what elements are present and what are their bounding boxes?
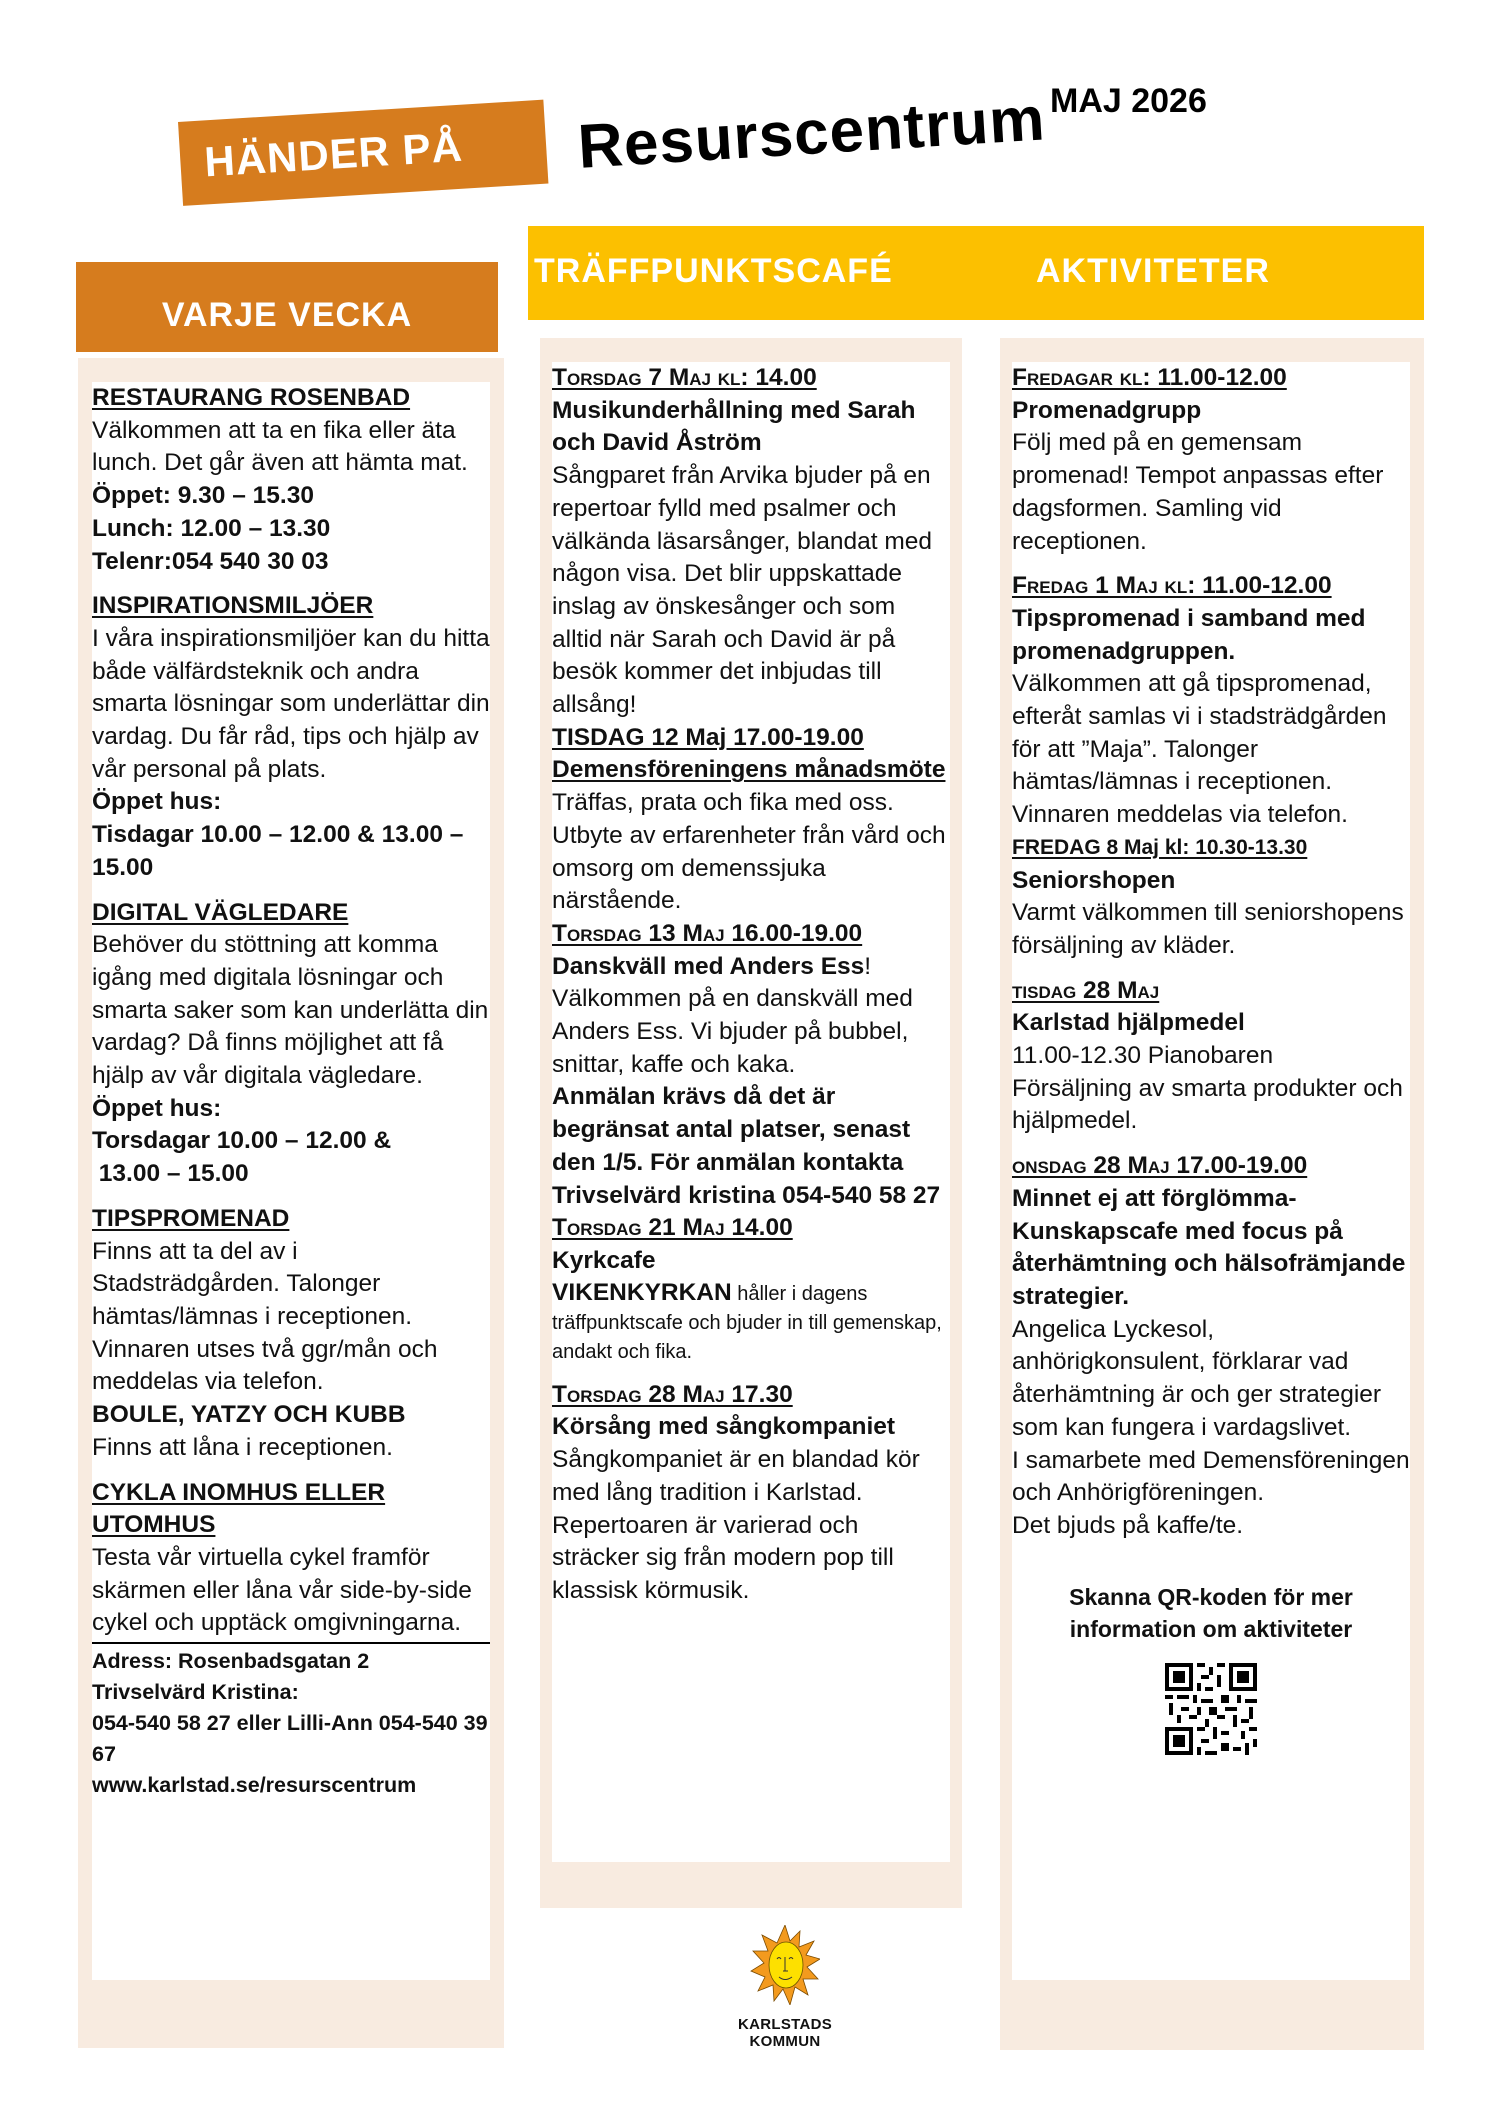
event-text: Träffas, prata och fika med oss. (552, 789, 894, 817)
event-text: Försäljning av smarta produkter och hjälpmedel. (1012, 1074, 1403, 1135)
event-date: Torsdag 21 Maj 14.00 (552, 1214, 793, 1242)
event-title: Demensföreningens månadsmöte (552, 756, 946, 784)
cykla-title: CYKLA INOMHUS ELLER UTOMHUS (92, 1478, 386, 1539)
event-text: Angelica Lyckesol, anhörigkonsulent, förklarar vad återhämtning är och ger strategier som kan fungera i vardagslivet. (1012, 1315, 1382, 1441)
event-date: Fredag 1 Maj kl: 11.00-12.00 (1012, 572, 1332, 600)
inspiration-text: I våra inspirationsmiljöer kan du hitta både välfärdsteknik och andra smarta lösningar som underlättar din vardag. Du får råd, tips och hjälp av vår personal på plats. (92, 624, 490, 783)
karlstad-logo (710, 1925, 860, 2050)
event-date: Fredagar kl: 11.00-12.00 (1012, 364, 1287, 391)
activity-event (1012, 975, 1410, 1139)
event-date: Torsdag 13 Maj 16.00-19.00 (552, 919, 863, 947)
activity-event (1012, 1150, 1410, 1542)
contact-host: Trivselvärd Kristina: (92, 1680, 299, 1705)
weekly-content (92, 382, 490, 1980)
event-text: håller i dagens träffpunktscafe och bjuder in till gemenskap, andakt och fika. (552, 1282, 942, 1363)
inspiration-title: INSPIRATIONSMILJÖER (92, 592, 374, 620)
cafe-event (552, 1379, 950, 1608)
event-text: Följ med på en gemensam promenad! Tempot anpassas efter dagsformen. Samling vid receptionen. (1012, 429, 1384, 555)
boule-text: Finns att låna i receptionen. (92, 1433, 393, 1461)
activities-content (1012, 362, 1410, 1980)
cafe-content (552, 362, 950, 1862)
event-title: Musikunderhållning med Sarah och David Åström (552, 396, 916, 457)
event-text: Välkommen på en danskväll med Anders Ess. Vi bjuder på bubbel, snittar, kaffe och kaka. (552, 985, 913, 1078)
event-title: Danskväll med Anders Ess (552, 952, 865, 980)
event-text: 11.00-12.30 Pianobaren (1012, 1042, 1274, 1070)
event-date: TISDAG 12 Maj 17.00-19.00 (552, 723, 864, 751)
event-date: FREDAG 8 Maj kl: 10.30-13.30 (1012, 835, 1308, 859)
restaurang-phone: Telenr:054 540 30 03 (92, 547, 329, 575)
digital-open-hours-1: Torsdagar 10.00 – 12.00 & (92, 1127, 392, 1155)
event-title: Minnet ej att förglömma- Kunskapscafe med focus på återhämtning och hälsofrämjande strategier. (1012, 1184, 1406, 1310)
weekly-panel (78, 358, 504, 2048)
event-title: Kyrkcafe (552, 1246, 656, 1274)
kicker-text: HÄNDER PÅ (203, 122, 465, 186)
activity-event (1012, 832, 1410, 963)
event-title-suffix: ! (864, 952, 872, 980)
event-text: Varmt välkommen till seniorshopens försäljning av kläder. (1012, 899, 1404, 959)
page-title: Resurscentrum (576, 84, 1048, 182)
event-text: I samarbete med Demensföreningen och Anhörigföreningen. (1012, 1446, 1410, 1507)
cafe-event (552, 918, 950, 1212)
logo-text: KARLSTADS KOMMUN (737, 2016, 833, 2050)
activities-heading: AKTIVITETER (1036, 252, 1270, 290)
event-date: Torsdag 28 Maj 17.30 (552, 1380, 793, 1408)
event-title: Tipspromenad i samband med promenadgruppen. (1012, 604, 1366, 665)
event-title: Seniorshopen (1012, 866, 1176, 894)
event-note: Anmälan krävs då det är begränsat antal platser, senast den 1/5. För anmälan kontakta Trivselvärd kristina 054-540 58 27 (552, 1083, 941, 1209)
qr-caption: Skanna QR-koden för mer information om aktiviteter (1069, 1583, 1353, 1642)
restaurang-lunch: Lunch: 12.00 – 13.30 (92, 514, 331, 542)
kicker-banner (178, 100, 548, 206)
restaurang-section (92, 382, 490, 578)
event-title: Körsång med sångkompaniet (552, 1413, 896, 1441)
weekly-header (76, 262, 498, 352)
tips-section (92, 1203, 490, 1465)
digital-open-hours-2: 13.00 – 15.00 (92, 1160, 249, 1188)
event-host: VIKENKYRKAN (552, 1278, 732, 1306)
tips-text: Finns att ta del av i Stadsträdgården. Talonger hämtas/lämnas i receptionen. Vinnaren utses två ggr/mån och meddelas via telefon. (92, 1237, 438, 1396)
activities-panel (1000, 338, 1424, 2050)
contact-phones: 054-540 58 27 eller Lilli-Ann 054-540 39 67 (92, 1711, 488, 1767)
cafe-event (552, 362, 950, 722)
event-date: tisdag 28 Maj (1012, 976, 1160, 1004)
digital-open-label: Öppet hus: (92, 1094, 222, 1122)
month-label: MAJ 2026 (1050, 82, 1207, 120)
inspiration-section (92, 590, 490, 884)
cykla-text: Testa vår virtuella cykel framför skärmen eller låna vår side-by-side cykel och upptäck omgivningarna. (92, 1543, 472, 1637)
qr-code-icon[interactable] (1165, 1663, 1257, 1755)
event-date: Torsdag 7 Maj kl: 14.00 (552, 364, 817, 391)
event-text: Sångparet från Arvika bjuder på en repertoar fylld med psalmer och välkända läsarsånger, blandat med någon visa. Det blir uppskattade inslag av önskesånger och som alltid när Sarah och David är på besök kommer det inbjudas till allsång! (552, 462, 933, 719)
restaurang-text: Välkommen att ta en fika eller äta lunch. Det går även att hämta mat. (92, 416, 468, 477)
inspiration-open-hours: Tisdagar 10.00 – 12.00 & 13.00 – 15.00 (92, 821, 464, 881)
boule-title: BOULE, YATZY OCH KUBB (92, 1401, 406, 1429)
restaurang-open: Öppet: 9.30 – 15.30 (92, 482, 314, 510)
event-text: Det bjuds på kaffe/te. (1012, 1511, 1244, 1539)
cafe-event (552, 1212, 950, 1366)
digital-title: DIGITAL VÄGLEDARE (92, 898, 349, 926)
cafe-panel (540, 338, 962, 1908)
sun-icon (710, 1925, 860, 2010)
cafe-heading: TRÄFFPUNKTSCAFÉ (534, 252, 893, 290)
restaurang-title: RESTAURANG ROSENBAD (92, 384, 411, 411)
digital-text: Behöver du stöttning att komma igång med digitala lösningar och smarta saker som kan underlätta din vardag? Då finns möjlighet att få hjälp av vår digitala vägledare. (92, 931, 489, 1090)
event-text: Utbyte av erfarenheter från vård och omsorg om demenssjuka närstående. (552, 821, 946, 915)
event-text: Sångkompaniet är en blandad kör med lång tradition i Karlstad. Repertoaren är varierad och sträcker sig från modern pop till klassisk körmusik. (552, 1446, 920, 1604)
yellow-header (528, 226, 1424, 320)
cafe-event (552, 722, 950, 918)
contact-url[interactable]: www.karlstad.se/resurscentrum (92, 1773, 417, 1798)
event-title: Karlstad hjälpmedel (1012, 1009, 1245, 1037)
tips-title: TIPSPROMENAD (92, 1204, 290, 1232)
event-text: Välkommen att gå tipspromenad, efteråt samlas vi i stadsträdgården för att ”Maja”. Talonger hämtas/lämnas i receptionen. Vinnaren meddelas via telefon. (1012, 670, 1387, 829)
cykla-section (92, 1477, 490, 1641)
weekly-heading: VARJE VECKA (161, 296, 413, 334)
event-title: Promenadgrupp (1012, 396, 1202, 424)
inspiration-open-label: Öppet hus: (92, 788, 222, 816)
contact-footer (92, 1642, 490, 1801)
contact-address: Adress: Rosenbadsgatan 2 (92, 1649, 370, 1674)
activity-event (1012, 570, 1410, 832)
digital-section (92, 897, 490, 1191)
event-date: onsdag 28 Maj 17.00-19.00 (1012, 1152, 1308, 1180)
activity-event (1012, 362, 1410, 558)
